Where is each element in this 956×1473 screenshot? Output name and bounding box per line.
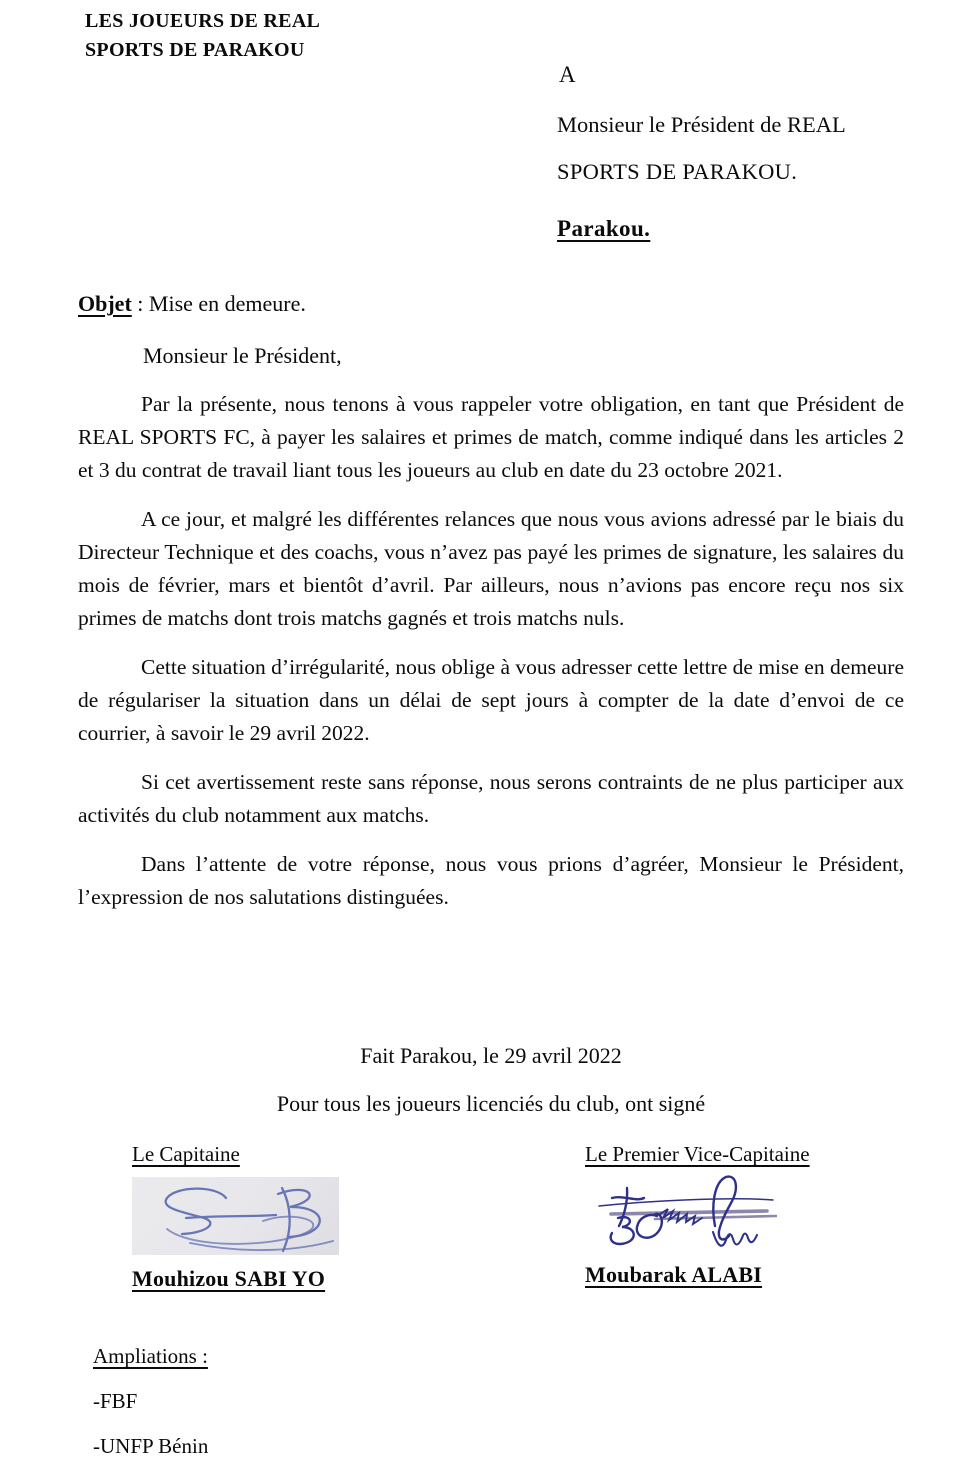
subject-text: Mise en demeure. bbox=[148, 291, 306, 316]
ampliation-item-unfp: -UNFP Bénin bbox=[93, 1434, 209, 1458]
closing-signed-line: Pour tous les joueurs licenciés du club, ont signé bbox=[276, 1091, 706, 1116]
greeting: Monsieur le Président, bbox=[143, 343, 342, 368]
paragraph-1: Par la présente, nous tenons à vous rappeler votre obligation, en tant que Président de REAL SPORTS FC, à payer les salaires et primes de match, comme indiqué dans les articles 2 et 3 du contrat de travail liant tous les joueurs au club en date du 23 octobre 2021. bbox=[78, 392, 904, 482]
letter-body bbox=[78, 388, 904, 930]
ampliations-label: Ampliations : bbox=[93, 1344, 208, 1368]
recipient-city: Parakou. bbox=[557, 216, 651, 241]
recipient-line-1: Monsieur le Président de REAL bbox=[557, 112, 846, 137]
signature-name-captain: Mouhizou SABI YO bbox=[132, 1266, 326, 1291]
signature-title-vice-captain: Le Premier Vice-Capitaine bbox=[585, 1142, 810, 1166]
subject-separator: : bbox=[131, 291, 149, 316]
recipient-line-2: SPORTS DE PARAKOU. bbox=[557, 159, 798, 184]
paragraph-5: Dans l’attente de votre réponse, nous vous prions d’agréer, Monsieur le Président, l’expression de nos salutations distinguées. bbox=[78, 852, 904, 909]
sender-line-1: LES JOUEURS DE REAL bbox=[85, 10, 321, 32]
sender-line-2: SPORTS DE PARAKOU bbox=[85, 39, 305, 61]
captain-signature-scribble-icon bbox=[132, 1177, 339, 1255]
sender-block bbox=[85, 7, 320, 65]
subject-line bbox=[78, 291, 306, 317]
paragraph-4: Si cet avertissement reste sans réponse, nous serons contraints de ne plus participer aux activités du club notamment aux matchs. bbox=[78, 770, 904, 827]
paragraph-3: Cette situation d’irrégularité, nous oblige à vous adresser cette lettre de mise en demeure de régulariser la situation dans un délai de sept jours à compter de la date d’envoi de ce courrier, à savoir le 29 avril 2022. bbox=[78, 655, 904, 745]
subject-label: Objet bbox=[78, 291, 132, 316]
signature-block-vice-captain bbox=[585, 1142, 845, 1288]
recipient-to-letter: A bbox=[559, 62, 576, 87]
captain-signature-image bbox=[132, 1177, 339, 1255]
signature-name-vice-captain: Moubarak ALABI bbox=[585, 1262, 763, 1287]
signature-block-captain bbox=[132, 1142, 372, 1292]
paragraph-2: A ce jour, et malgré les différentes relances que nous vous avions adressé par le biais du Directeur Technique et des coachs, vous n’avez pas payé les primes de signature, les salaires du mois de février, mars et bientôt d’avril. Par ailleurs, nous n’avions pas encore reçu nos six primes de matchs dont trois matchs gagnés et trois matchs nuls. bbox=[78, 507, 904, 630]
ampliation-item-fbf: -FBF bbox=[93, 1389, 138, 1413]
signature-title-captain: Le Capitaine bbox=[132, 1142, 240, 1166]
vice-captain-signature-scribble-icon bbox=[597, 1170, 777, 1250]
closing-date-line: Fait Parakou, le 29 avril 2022 bbox=[360, 1043, 622, 1068]
ampliations-block bbox=[93, 1344, 208, 1459]
